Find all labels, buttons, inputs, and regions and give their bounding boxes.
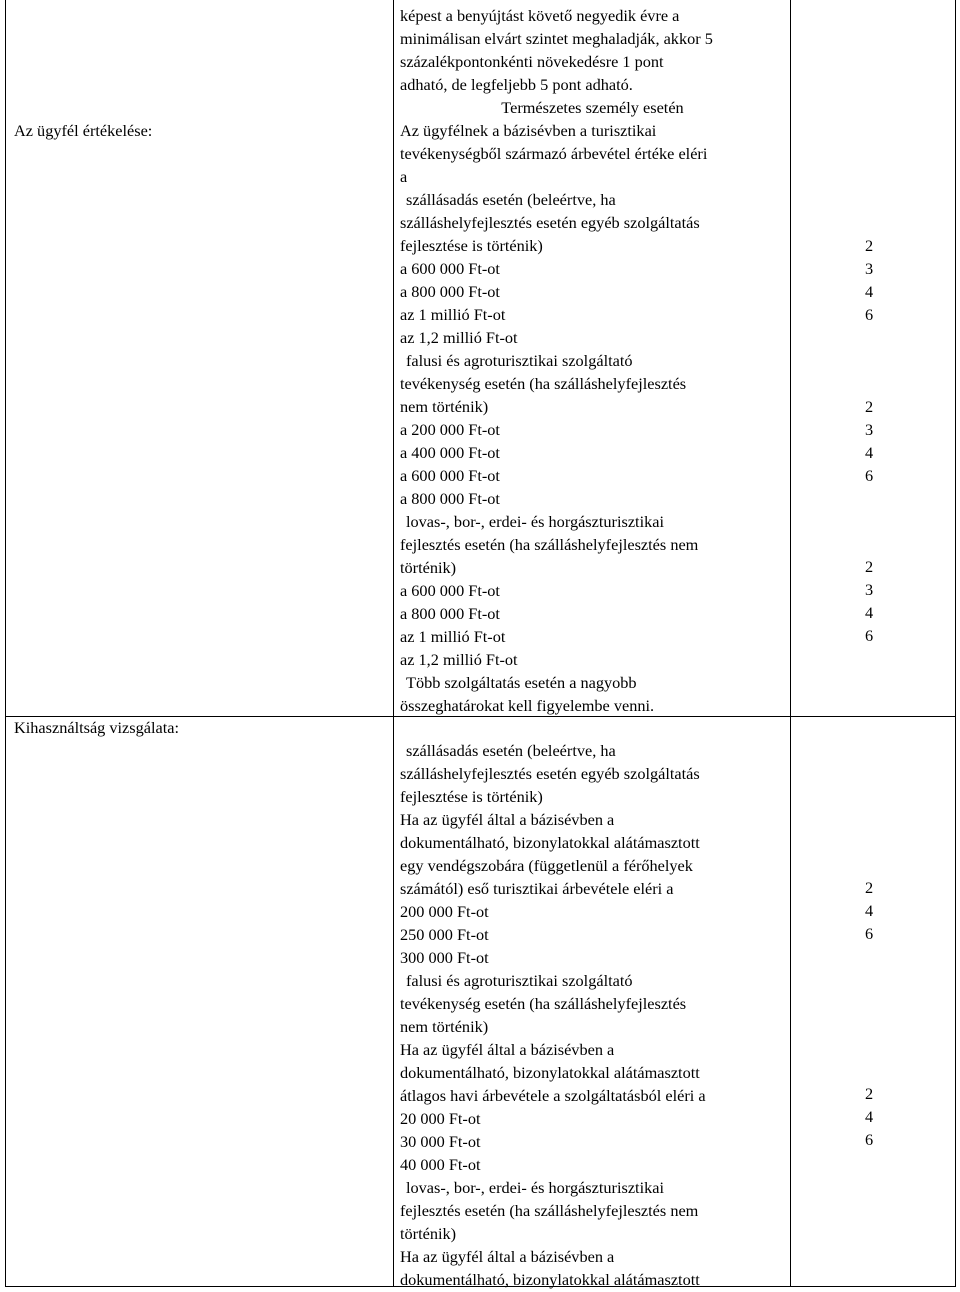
point-value: 2 bbox=[865, 878, 874, 897]
point-value: 6 bbox=[865, 305, 874, 324]
point-value: 6 bbox=[865, 1130, 874, 1149]
threshold-item: a 200 000 Ft-ot bbox=[400, 420, 500, 439]
text-line: a bbox=[400, 167, 408, 186]
points-column bbox=[865, 395, 885, 487]
text-line: Ha az ügyfél által a bázisévben a bbox=[400, 1040, 615, 1059]
text-line: Az ügyfélnek a bázisévben a turisztikai bbox=[400, 121, 657, 140]
block-heading: lovas-, bor-, erdei- és horgászturisztikai bbox=[406, 512, 664, 531]
block-heading: nem történik) bbox=[400, 1017, 489, 1036]
threshold-item: a 800 000 Ft-ot bbox=[400, 282, 500, 301]
block-heading: szálláshelyfejlesztés esetén egyéb szolgáltatás bbox=[400, 213, 700, 232]
block-heading: szállásadás esetén (beleértve, ha bbox=[406, 190, 616, 209]
text-line: Ha az ügyfél által a bázisévben a bbox=[400, 810, 615, 829]
block-heading: szállásadás esetén (beleértve, ha bbox=[406, 741, 616, 760]
text-line: Ha az ügyfél által a bázisévben a bbox=[400, 1247, 615, 1266]
intro-text bbox=[400, 4, 785, 96]
threshold-item: 30 000 Ft-ot bbox=[400, 1132, 481, 1151]
threshold-item: a 600 000 Ft-ot bbox=[400, 466, 500, 485]
point-value: 2 bbox=[865, 557, 874, 576]
threshold-item: 300 000 Ft-ot bbox=[400, 948, 489, 967]
points-column bbox=[865, 234, 885, 326]
text-line: minimálisan elvárt szintet meghaladják, akkor 5 bbox=[400, 29, 713, 48]
block-heading: történik) bbox=[400, 558, 457, 577]
text-line: adható, de legfeljebb 5 pont adható. bbox=[400, 75, 633, 94]
points-column bbox=[865, 555, 885, 647]
block-heading: tevékenység esetén (ha szálláshelyfejlesztés bbox=[400, 374, 687, 393]
block-heading: lovas-, bor-, erdei- és horgászturisztikai bbox=[406, 1178, 664, 1197]
points-column bbox=[865, 1082, 885, 1151]
point-value: 2 bbox=[865, 236, 874, 255]
point-value: 6 bbox=[865, 626, 874, 645]
point-value: 2 bbox=[865, 397, 874, 416]
point-value: 6 bbox=[865, 466, 874, 485]
point-value: 4 bbox=[865, 443, 874, 462]
text-line: számától) eső turisztikai árbevétele eléri a bbox=[400, 879, 674, 898]
text-line: dokumentálható, bizonylatokkal alátámasztott bbox=[400, 1270, 700, 1289]
threshold-item: az 1 millió Ft-ot bbox=[400, 305, 506, 324]
point-value: 3 bbox=[865, 580, 874, 599]
text-line: egy vendégszobára (függetlenül a férőhelyek bbox=[400, 856, 693, 875]
threshold-item: 200 000 Ft-ot bbox=[400, 902, 489, 921]
column-divider-2 bbox=[790, 0, 791, 1287]
label-evaluation: Az ügyfél értékelése: bbox=[14, 121, 153, 140]
points-column bbox=[865, 876, 885, 945]
block-heading: nem történik) bbox=[400, 397, 489, 416]
section-heading: Természetes személy esetén bbox=[501, 98, 684, 117]
point-value: 4 bbox=[865, 901, 874, 920]
point-value: 6 bbox=[865, 924, 874, 943]
utilization-criteria bbox=[400, 739, 785, 1291]
point-value: 3 bbox=[865, 259, 874, 278]
block-heading: fejlesztés esetén (ha szálláshelyfejlesztés nem bbox=[400, 1201, 699, 1220]
block-heading: falusi és agroturisztikai szolgáltató bbox=[406, 971, 633, 990]
point-value: 4 bbox=[865, 1107, 874, 1126]
point-value: 4 bbox=[865, 282, 874, 301]
threshold-item: az 1 millió Ft-ot bbox=[400, 627, 506, 646]
block-heading: történik) bbox=[400, 1224, 457, 1243]
threshold-item: 40 000 Ft-ot bbox=[400, 1155, 481, 1174]
text-line: százalékpontonkénti növekedésre 1 pont bbox=[400, 52, 664, 71]
threshold-item: a 600 000 Ft-ot bbox=[400, 581, 500, 600]
threshold-item: 250 000 Ft-ot bbox=[400, 925, 489, 944]
block-heading: fejlesztés esetén (ha szálláshelyfejlesztés nem bbox=[400, 535, 699, 554]
threshold-item: a 800 000 Ft-ot bbox=[400, 604, 500, 623]
point-value: 2 bbox=[865, 1084, 874, 1103]
threshold-item: a 400 000 Ft-ot bbox=[400, 443, 500, 462]
threshold-item: a 800 000 Ft-ot bbox=[400, 489, 500, 508]
block-heading: fejlesztése is történik) bbox=[400, 787, 543, 806]
threshold-item: az 1,2 millió Ft-ot bbox=[400, 650, 518, 669]
point-value: 4 bbox=[865, 603, 874, 622]
note-line: összeghatárokat kell figyelembe venni. bbox=[400, 696, 655, 715]
threshold-item: az 1,2 millió Ft-ot bbox=[400, 328, 518, 347]
text-line: tevékenységből származó árbevétel értéke eléri bbox=[400, 144, 708, 163]
threshold-item: a 600 000 Ft-ot bbox=[400, 259, 500, 278]
column-divider-1 bbox=[393, 0, 394, 1287]
text-line: képest a benyújtást követő negyedik évre a bbox=[400, 6, 680, 25]
text-line: dokumentálható, bizonylatokkal alátámasztott bbox=[400, 1063, 700, 1082]
evaluation-criteria bbox=[400, 119, 785, 717]
block-heading: falusi és agroturisztikai szolgáltató bbox=[406, 351, 633, 370]
block-heading: fejlesztése is történik) bbox=[400, 236, 543, 255]
point-value: 3 bbox=[865, 420, 874, 439]
threshold-item: 20 000 Ft-ot bbox=[400, 1109, 481, 1128]
text-line: átlagos havi árbevétele a szolgáltatásból eléri a bbox=[400, 1086, 706, 1105]
text-line: dokumentálható, bizonylatokkal alátámasztott bbox=[400, 833, 700, 852]
note-line: Több szolgáltatás esetén a nagyobb bbox=[406, 673, 637, 692]
block-heading: szálláshelyfejlesztés esetén egyéb szolgáltatás bbox=[400, 764, 700, 783]
label-utilization: Kihasználtság vizsgálata: bbox=[14, 718, 180, 737]
block-heading: tevékenység esetén (ha szálláshelyfejlesztés bbox=[400, 994, 687, 1013]
